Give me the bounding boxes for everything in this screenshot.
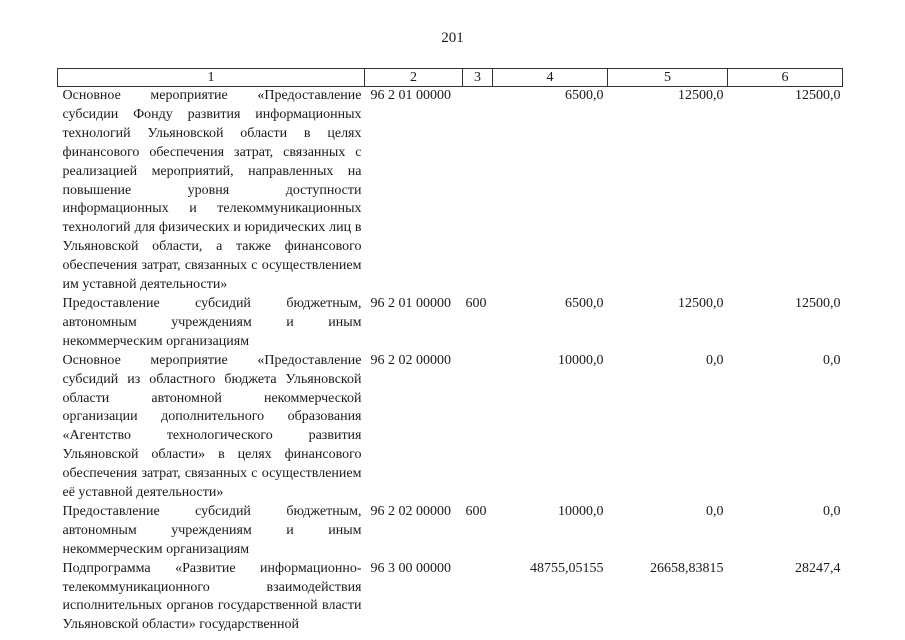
row-code: 96 2 02 00000 [370,503,451,519]
row-value-3: 12500,0 [795,88,841,103]
row-code: 96 2 02 00000 [370,352,451,368]
row-value-2: 12500,0 [678,295,724,311]
row-expense-type: 600 [465,503,487,519]
row-value-2: 0,0 [706,503,724,519]
table-row [58,295,843,352]
row-value-3: 0,0 [823,503,841,519]
table-body [58,87,843,636]
row-code: 96 3 00 00000 [370,560,451,576]
row-name: Предоставление субсидий бюджетным, автономным учреждениям и иным некоммерческим организациям [62,503,362,557]
row-value-1: 6500,0 [565,88,604,103]
row-name: Подпрограмма «Развитие информационно-телекоммуникационного взаимодействия исполнительных органов государственной власти Ульяновской области» государственной [62,560,362,633]
page-number: 201 [441,30,464,46]
header-row [58,69,843,87]
row-expense-type [463,87,493,295]
row-value-1: 10000,0 [558,503,604,519]
row-value-1: 10000,0 [558,352,604,368]
row-code: 96 2 01 00000 [370,88,451,103]
header-col-5: 5 [608,69,728,87]
row-value-3: 0,0 [823,352,841,368]
row-value-1: 48755,05155 [530,560,604,576]
row-value-3: 12500,0 [795,295,841,311]
row-name: Основное мероприятие «Предоставление субсидий из областного бюджета Ульяновской области автономной некоммерческой организации дополнительного образования «Агентство технологического развития Ульяновской области» в целях финансового обеспечения затрат, связанных с осуществлением её уставной деятельности» [62,352,362,501]
row-value-1: 6500,0 [565,295,604,311]
table-header [58,69,843,87]
row-name: Основное мероприятие «Предоставление субсидии Фонду развития информационных технологий Ульяновской области в целях финансового обеспечения затрат, связанных с реализацией мероприятий, направленных на повышение уровня доступности информационных и телекоммуникационных технологий для физических и юридических лиц в Ульяновской области, а также финансового обеспечения затрат, связанных с осуществлением им уставной деятельности» [62,88,362,293]
table-row [58,503,843,560]
row-expense-type: 600 [465,295,487,311]
table-row [58,560,843,636]
table-row [58,87,843,295]
row-code: 96 2 01 00000 [370,295,451,311]
header-col-6: 6 [728,69,843,87]
row-value-2: 12500,0 [678,88,724,103]
row-expense-type [463,560,493,636]
header-col-3: 3 [463,69,493,87]
budget-table [57,68,843,635]
header-col-1: 1 [58,69,365,87]
row-name: Предоставление субсидий бюджетным, автономным учреждениям и иным некоммерческим организациям [62,295,362,349]
header-col-2: 2 [365,69,463,87]
row-value-2: 0,0 [706,352,724,368]
row-value-2: 26658,83815 [650,560,724,576]
row-value-3: 28247,4 [795,560,841,576]
row-expense-type [463,352,493,503]
header-col-4: 4 [493,69,608,87]
table-row [58,352,843,503]
